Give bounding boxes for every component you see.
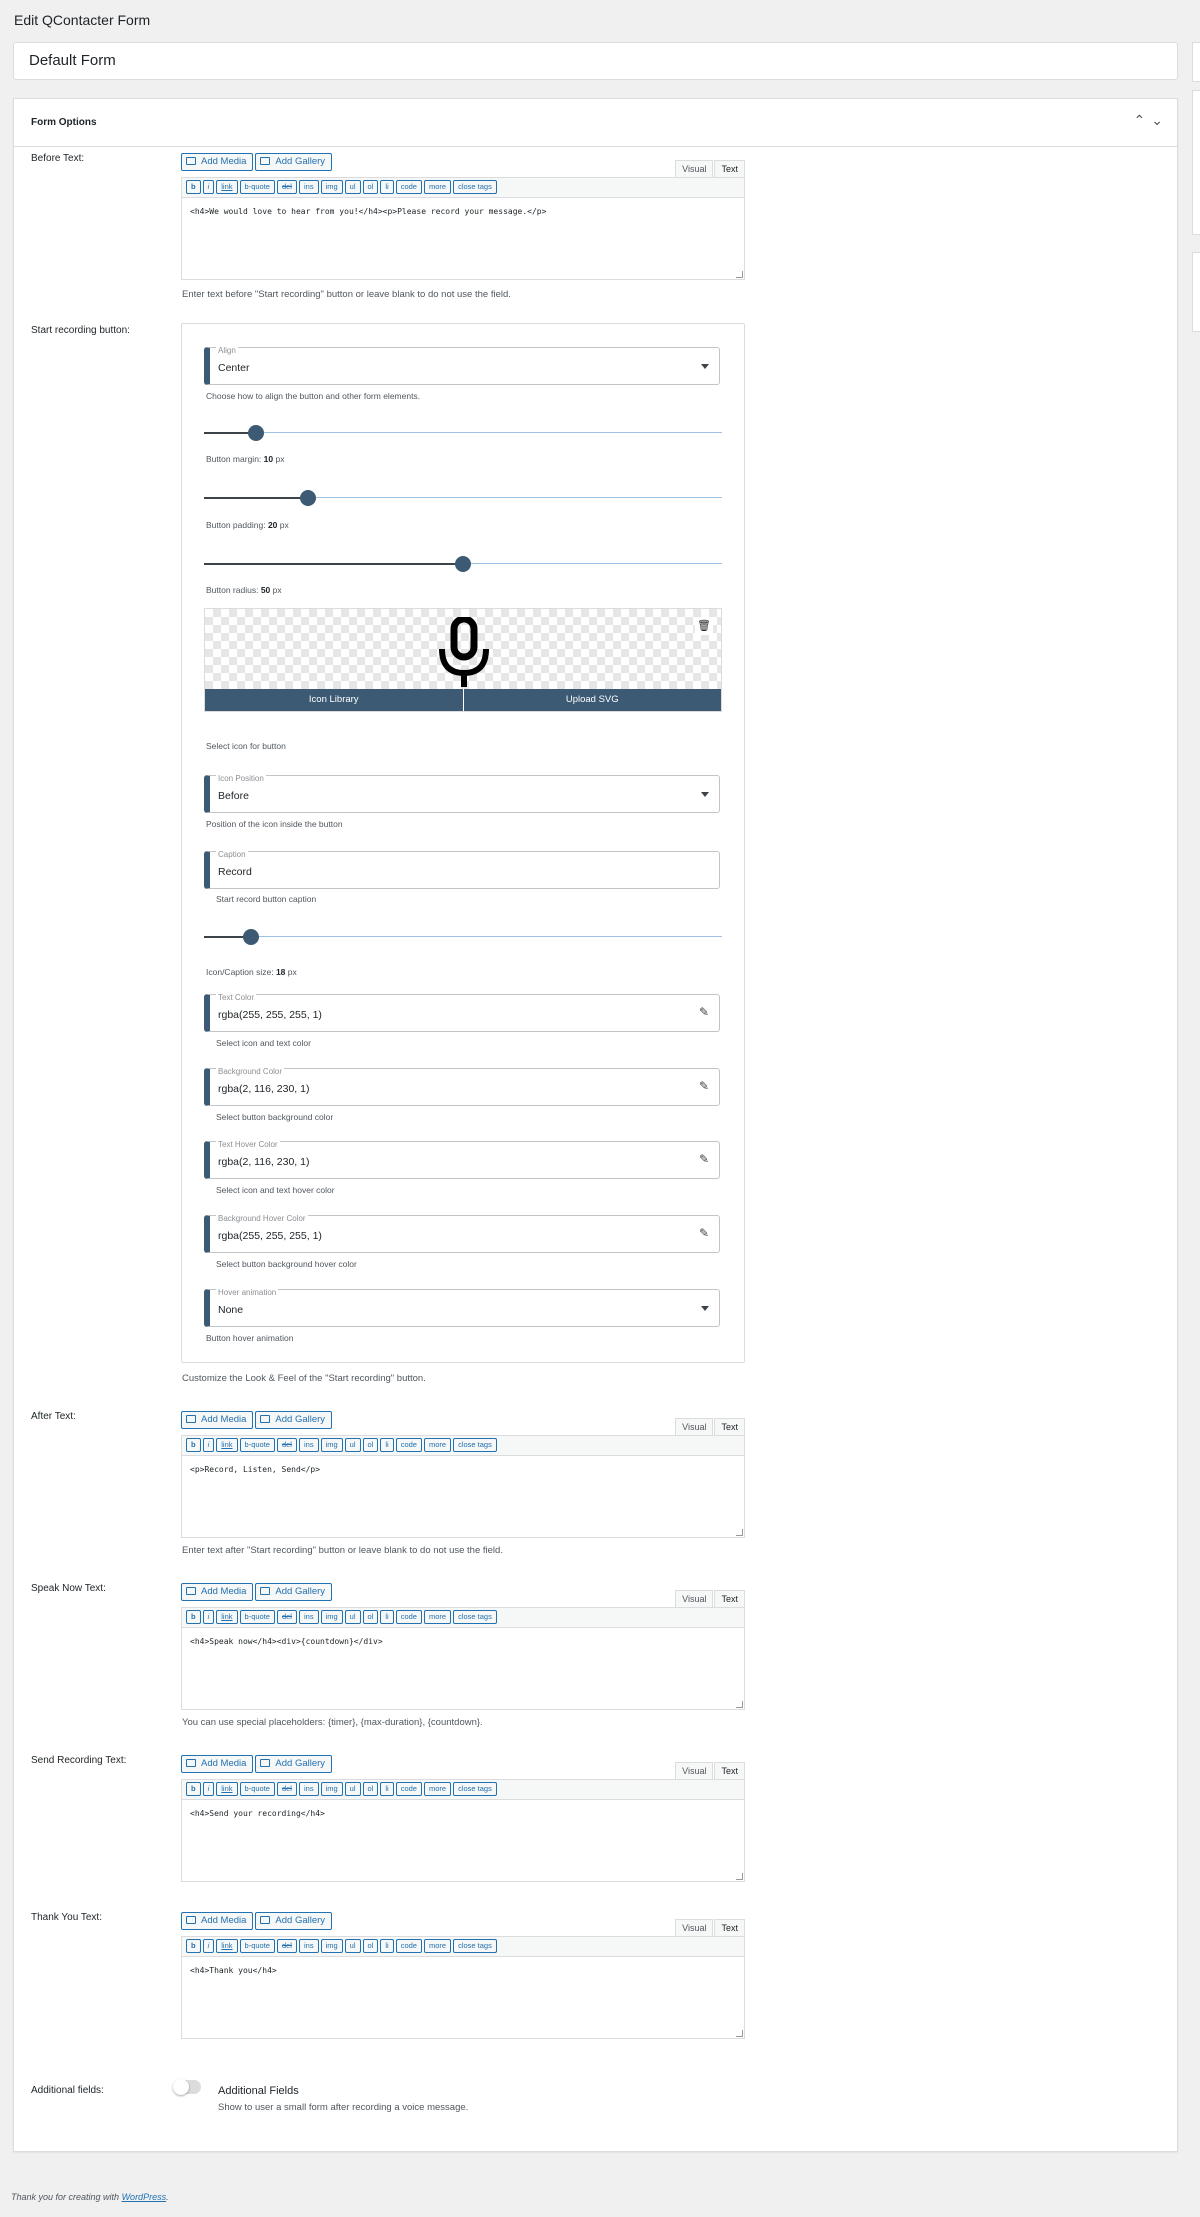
icon-library-button[interactable]: Icon Library [308,694,359,705]
quicktag-b-button[interactable]: b [186,180,201,194]
microphone-icon [438,617,490,689]
caption-size-slider[interactable] [204,929,722,945]
caption-input[interactable]: Caption Record [204,851,720,889]
quicktag-b-quote-button[interactable]: b-quote [240,1939,275,1953]
quicktag-close-tags-button[interactable]: close tags [453,180,497,194]
sidebar-edge [1192,90,1200,235]
gallery-icon [260,157,270,165]
additional-fields-toggle[interactable] [175,2080,201,2094]
quicktag-ol-button[interactable]: ol [363,1438,379,1452]
quicktag-ins-button[interactable]: ins [299,1782,319,1796]
margin-readout: Button margin: 10 px [206,454,285,464]
eyedropper-icon[interactable]: ✎ [698,1152,709,1166]
quicktag-close-tags-button[interactable]: close tags [453,1939,497,1953]
after-text-label: After Text: [31,1411,76,1422]
quicktag-del-button[interactable]: del [277,180,297,194]
sidebar-edge [1192,252,1200,332]
quicktag-link-button[interactable]: link [216,1438,237,1452]
quicktag-img-button[interactable]: img [321,1782,343,1796]
quicktags-toolbar [181,1936,745,1956]
after-text-desc: Enter text after "Start recording" button or leave blank to do not use the field. [182,1545,503,1556]
tab-text[interactable]: Text [714,1418,745,1436]
media-icon [186,1415,196,1423]
quicktag-b-button[interactable]: b [186,1438,201,1452]
tab-visual[interactable]: Visual [675,1590,713,1608]
quicktag-ol-button[interactable]: ol [363,1610,379,1624]
quicktag-b-quote-button[interactable]: b-quote [240,180,275,194]
postbox-title: Form Options [31,117,97,128]
quicktag-img-button[interactable]: img [321,1939,343,1953]
form-options-box [13,98,1178,2152]
quicktag-link-button[interactable]: link [216,1939,237,1953]
icon-position-select[interactable]: Icon Position Before [204,775,720,813]
quicktag-ins-button[interactable]: ins [299,1610,319,1624]
quicktag-del-button[interactable]: del [277,1939,297,1953]
additional-fields-label: Additional fields: [31,2085,104,2096]
quicktag-li-button[interactable]: li [380,1939,393,1953]
send-recording-editor [181,1755,745,1882]
quicktags-toolbar [181,177,745,197]
quicktag-img-button[interactable]: img [321,1610,343,1624]
quicktag-ins-button[interactable]: ins [299,1438,319,1452]
send-recording-label: Send Recording Text: [31,1755,127,1766]
add-gallery-button[interactable]: Add Gallery [255,1583,332,1601]
quicktag-link-button[interactable]: link [216,1782,237,1796]
quicktag-i-button[interactable]: i [203,180,215,194]
add-media-button[interactable]: Add Media [181,1912,253,1930]
bg-color-hint: Select button background color [216,1112,334,1122]
quicktag-more-button[interactable]: more [424,1438,451,1452]
quicktag-li-button[interactable]: li [380,1610,393,1624]
tab-visual[interactable]: Visual [675,1418,713,1436]
quicktag-b-quote-button[interactable]: b-quote [240,1610,275,1624]
quicktag-img-button[interactable]: img [321,1438,343,1452]
gallery-icon [260,1759,270,1767]
upload-svg-button[interactable]: Upload SVG [463,689,722,711]
chevron-down-icon [701,1306,709,1311]
quicktag-close-tags-button[interactable]: close tags [453,1610,497,1624]
tab-text[interactable]: Text [714,1919,745,1937]
quicktag-b-button[interactable]: b [186,1782,201,1796]
eyedropper-icon[interactable]: ✎ [698,1226,709,1240]
delete-icon[interactable]: 🗑 [695,617,713,635]
media-icon [186,157,196,165]
speak-now-desc: You can use special placeholders: {timer}, {max-duration}, {countdown}. [182,1717,483,1728]
quicktag-b-quote-button[interactable]: b-quote [240,1782,275,1796]
quicktag-code-button[interactable]: code [396,1939,422,1953]
add-media-button[interactable]: Add Media [181,1755,253,1773]
quicktag-link-button[interactable]: link [216,180,237,194]
quicktag-del-button[interactable]: del [277,1610,297,1624]
quicktag-close-tags-button[interactable]: close tags [453,1782,497,1796]
send-recording-textarea[interactable]: <h4>Send your recording</h4> [181,1799,745,1882]
eyedropper-icon[interactable]: ✎ [698,1005,709,1019]
text-hover-color-hint: Select icon and text hover color [216,1185,335,1195]
quicktag-del-button[interactable]: del [277,1782,297,1796]
add-media-button[interactable]: Add Media [181,153,253,171]
quicktag-ol-button[interactable]: ol [363,180,379,194]
quicktag-li-button[interactable]: li [380,1782,393,1796]
hover-animation-hint: Button hover animation [206,1333,294,1343]
quicktag-ol-button[interactable]: ol [363,1939,379,1953]
thank-you-label: Thank You Text: [31,1912,102,1923]
bg-color-field[interactable]: Background Color rgba(2, 116, 230, 1) ✎ [204,1068,720,1106]
slider-handle[interactable] [455,556,471,572]
page-title: Edit QContacter Form [14,12,151,28]
before-text-textarea[interactable]: <h4>We would love to hear from you!</h4><p>Please record your message.</p> [181,197,745,280]
start-button-panel [181,323,745,1363]
quicktag-more-button[interactable]: more [424,180,451,194]
quicktag-more-button[interactable]: more [424,1782,451,1796]
quicktags-toolbar [181,1607,745,1627]
eyedropper-icon[interactable]: ✎ [698,1079,709,1093]
media-icon [186,1759,196,1767]
add-gallery-button[interactable]: Add Gallery [255,153,332,171]
start-button-desc: Customize the Look & Feel of the "Start recording" button. [182,1373,426,1384]
padding-slider[interactable] [204,490,722,506]
quicktag-ul-button[interactable]: ul [345,180,361,194]
wordpress-link[interactable]: WordPress [121,2192,167,2202]
margin-slider[interactable] [204,425,722,441]
quicktag-ul-button[interactable]: ul [345,1939,361,1953]
slider-handle[interactable] [248,425,264,441]
quicktag-b-quote-button[interactable]: b-quote [240,1438,275,1452]
quicktag-ol-button[interactable]: ol [363,1782,379,1796]
quicktag-li-button[interactable]: li [380,1438,393,1452]
quicktag-ins-button[interactable]: ins [299,180,319,194]
speak-now-label: Speak Now Text: [31,1583,106,1594]
thank-you-textarea[interactable]: <h4>Thank you</h4> [181,1956,745,2039]
quicktag-i-button[interactable]: i [203,1610,215,1624]
quicktag-li-button[interactable]: li [380,180,393,194]
quicktags-toolbar [181,1779,745,1799]
before-text-label: Before Text: [31,153,85,164]
footer: Thank you for creating with WordPress. [11,2192,169,2202]
text-color-hint: Select icon and text color [216,1038,311,1048]
quicktag-ins-button[interactable]: ins [299,1939,319,1953]
slider-handle[interactable] [300,490,316,506]
tab-visual[interactable]: Visual [675,1762,713,1780]
quicktag-ul-button[interactable]: ul [345,1438,361,1452]
gallery-icon [260,1916,270,1924]
slider-handle[interactable] [243,929,259,945]
gallery-icon [260,1415,270,1423]
add-gallery-button[interactable]: Add Gallery [255,1755,332,1773]
quicktag-more-button[interactable]: more [424,1610,451,1624]
additional-fields-title: Additional Fields [218,2085,299,2097]
tab-text[interactable]: Text [714,160,745,178]
after-text-textarea[interactable]: <p>Record, Listen, Send</p> [181,1455,745,1538]
quicktag-close-tags-button[interactable]: close tags [453,1438,497,1452]
postbox-arrows[interactable] [1134,112,1169,129]
speak-now-textarea[interactable]: <h4>Speak now</h4><div>{countdown}</div> [181,1627,745,1710]
hover-animation-select[interactable]: Hover animation None [204,1289,720,1327]
chevron-down-icon[interactable]: ⌄ [1151,112,1169,128]
postbox-header [14,99,1177,147]
bg-hover-color-hint: Select button background hover color [216,1259,357,1269]
text-hover-color-field[interactable]: Text Hover Color rgba(2, 116, 230, 1) ✎ [204,1141,720,1179]
quicktag-b-button[interactable]: b [186,1939,201,1953]
caption-size-readout: Icon/Caption size: 18 px [206,967,297,977]
quicktag-ul-button[interactable]: ul [345,1782,361,1796]
quicktags-toolbar [181,1435,745,1455]
align-select[interactable]: Align Center [204,347,720,385]
media-icon [186,1916,196,1924]
sidebar-edge [1192,42,1200,82]
thank-you-editor [181,1912,745,2039]
quicktag-more-button[interactable]: more [424,1939,451,1953]
quicktag-img-button[interactable]: img [321,180,343,194]
padding-readout: Button padding: 20 px [206,520,289,530]
media-icon [186,1587,196,1595]
chevron-down-icon [701,792,709,797]
quicktag-code-button[interactable]: code [396,1610,422,1624]
chevron-down-icon [701,364,709,369]
quicktag-b-button[interactable]: b [186,1610,201,1624]
gallery-icon [260,1587,270,1595]
add-media-button[interactable]: Add Media [181,1411,253,1429]
bg-hover-color-field[interactable]: Background Hover Color rgba(255, 255, 255, 1) ✎ [204,1215,720,1253]
icon-hint: Select icon for button [206,741,286,751]
quicktag-i-button[interactable]: i [203,1939,215,1953]
caption-hint: Start record button caption [216,894,317,904]
quicktag-code-button[interactable]: code [396,180,422,194]
add-gallery-button[interactable]: Add Gallery [255,1411,332,1429]
add-gallery-button[interactable]: Add Gallery [255,1912,332,1930]
tab-text[interactable]: Text [714,1762,745,1780]
add-media-button[interactable]: Add Media [181,1583,253,1601]
radius-slider[interactable] [204,556,722,572]
before-text-editor [181,153,745,280]
icon-position-hint: Position of the icon inside the button [206,819,343,829]
additional-fields-desc: Show to user a small form after recording a voice message. [218,2102,469,2113]
quicktag-code-button[interactable]: code [396,1438,422,1452]
tab-text[interactable]: Text [714,1590,745,1608]
quicktag-link-button[interactable]: link [216,1610,237,1624]
chevron-up-icon[interactable]: ⌃ [1133,112,1152,128]
radius-readout: Button radius: 50 px [206,585,282,595]
quicktag-ul-button[interactable]: ul [345,1610,361,1624]
quicktag-del-button[interactable]: del [277,1438,297,1452]
start-button-label: Start recording button: [31,325,130,336]
quicktag-i-button[interactable]: i [203,1438,215,1452]
speak-now-editor [181,1583,745,1710]
tab-visual[interactable]: Visual [675,160,713,178]
form-title-input[interactable]: Default Form [13,42,1178,80]
icon-preview [204,608,722,712]
tab-visual[interactable]: Visual [675,1919,713,1937]
quicktag-code-button[interactable]: code [396,1782,422,1796]
align-hint: Choose how to align the button and other form elements. [206,391,421,401]
quicktag-i-button[interactable]: i [203,1782,215,1796]
text-color-field[interactable]: Text Color rgba(255, 255, 255, 1) ✎ [204,994,720,1032]
after-text-editor [181,1411,745,1538]
before-text-desc: Enter text before "Start recording" button or leave blank to do not use the field. [182,289,511,300]
